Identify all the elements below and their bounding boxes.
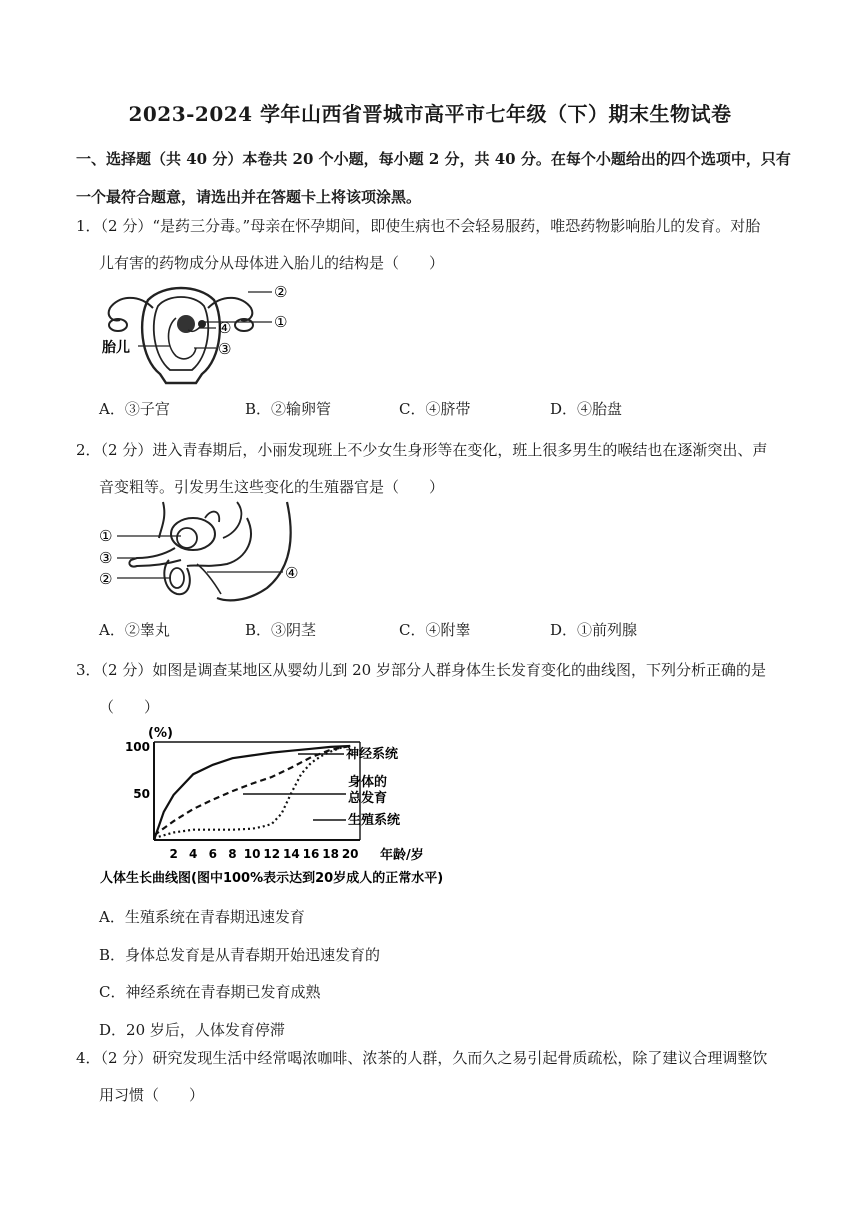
fig2-label-4: ④ [285,564,299,582]
x-tick-label: 8 [228,847,237,861]
question-4-line-2: 用习惯（ ） [99,1086,205,1104]
question-1-line-1: 1．（2 分）“是药三分毒。”母亲在怀孕期间，即使生病也不会轻易服药，唯恐药物影响胎儿的发育。对胎 [76,217,761,235]
question-2-line-2: 音变粗等。引发男生这些变化的生殖器官是（ ） [99,478,445,496]
chart-x-label: 年龄/岁 [380,848,424,863]
series-label-repro: 生殖系统 [348,813,401,828]
question-1-line-2: 儿有害的药物成分从母体进入胎儿的结构是（ ） [99,254,445,272]
q1-option-b[interactable]: B．②输卵管 [245,400,332,418]
x-tick-label: 16 [302,847,320,861]
series-line-2 [154,746,350,838]
fig1-label-2: ② [274,283,288,301]
q3-option-a[interactable]: A．生殖系统在青春期迅速发育 [99,908,305,926]
q1-option-c[interactable]: C．④脐带 [399,400,471,418]
chart-y-label: (%) [148,726,173,741]
uterus-figure [98,278,298,386]
chart-ticks [125,740,359,861]
chart-caption: 人体生长曲线图(图中100%表示达到20岁成人的正常水平) [100,871,444,886]
section-instructions [76,140,796,216]
page-title: 2023-2024 学年山西省晋城市高平市七年级（下）期末生物试卷 [128,102,732,126]
question-4 [76,1040,791,1114]
series-label-body-1: 身体的 [348,775,388,790]
series-line-1 [154,746,350,835]
series-line-0 [154,746,350,840]
x-tick-label: 10 [243,847,261,861]
growth-curve-chart [98,724,508,889]
y-tick-label: 50 [133,787,150,801]
x-tick-label: 2 [169,847,178,861]
x-tick-label: 12 [263,847,281,861]
q3-option-c[interactable]: C．神经系统在青春期已发育成熟 [99,983,321,1001]
fig1-label-4: ④ [218,319,232,337]
q2-option-d[interactable]: D．①前列腺 [550,621,638,639]
q2-option-a[interactable]: A．②睾丸 [99,621,170,639]
question-3 [76,652,791,726]
fig1-label-1: ① [274,313,288,331]
q1-option-d[interactable]: D．④胎盘 [550,400,623,418]
fig2-label-2: ② [99,570,113,588]
question-1 [76,208,791,282]
y-tick-label: 100 [124,740,150,754]
fig2-label-3: ③ [99,549,113,567]
chart-series [154,746,350,840]
section-line-1: 一、选择题（共 40 分）本卷共 20 个小题，每小题 2 分，共 40 分。在每个小题给出的四个选项中，只有 [76,150,791,168]
fig1-label-fetus: 胎儿 [102,340,130,356]
q1-option-a[interactable]: A．③子宫 [99,400,170,418]
chart-axes [154,742,360,840]
section-line-2: 一个最符合题意，请选出并在答题卡上将该项涂黑。 [76,188,422,206]
q2-option-c[interactable]: C．④附睾 [399,621,471,639]
series-label-nervous: 神经系统 [346,747,399,762]
x-tick-label: 20 [341,847,359,861]
question-2 [76,432,791,506]
q3-option-d[interactable]: D．20 岁后，人体发育停滞 [99,1021,285,1039]
x-tick-label: 18 [322,847,339,861]
x-tick-label: 4 [189,847,198,861]
fig2-label-1: ① [99,527,113,545]
q3-option-b[interactable]: B．身体总发育是从青春期开始迅速发育的 [99,946,381,964]
series-label-body-2: 总发育 [348,791,388,806]
question-4-line-1: 4．（2 分）研究发现生活中经常喝浓咖啡、浓茶的人群，久而久之易引起骨质疏松，除了建议合理调整饮 [76,1049,768,1067]
x-tick-label: 14 [282,847,300,861]
male-reproductive-figure [97,498,307,606]
q2-option-b[interactable]: B．③阴茎 [245,621,317,639]
question-2-line-1: 2．（2 分）进入青春期后，小丽发现班上不少女生身形等在变化，班上很多男生的喉结也在逐渐突出、声 [76,441,768,459]
question-3-line-2: （ ） [99,698,160,716]
question-3-line-1: 3．（2 分）如图是调查某地区从婴幼儿到 20 岁部分人群身体生长发育变化的曲线图，下列分析正确的是 [76,661,766,679]
fig1-label-3: ③ [218,340,232,358]
x-tick-label: 6 [208,847,218,861]
